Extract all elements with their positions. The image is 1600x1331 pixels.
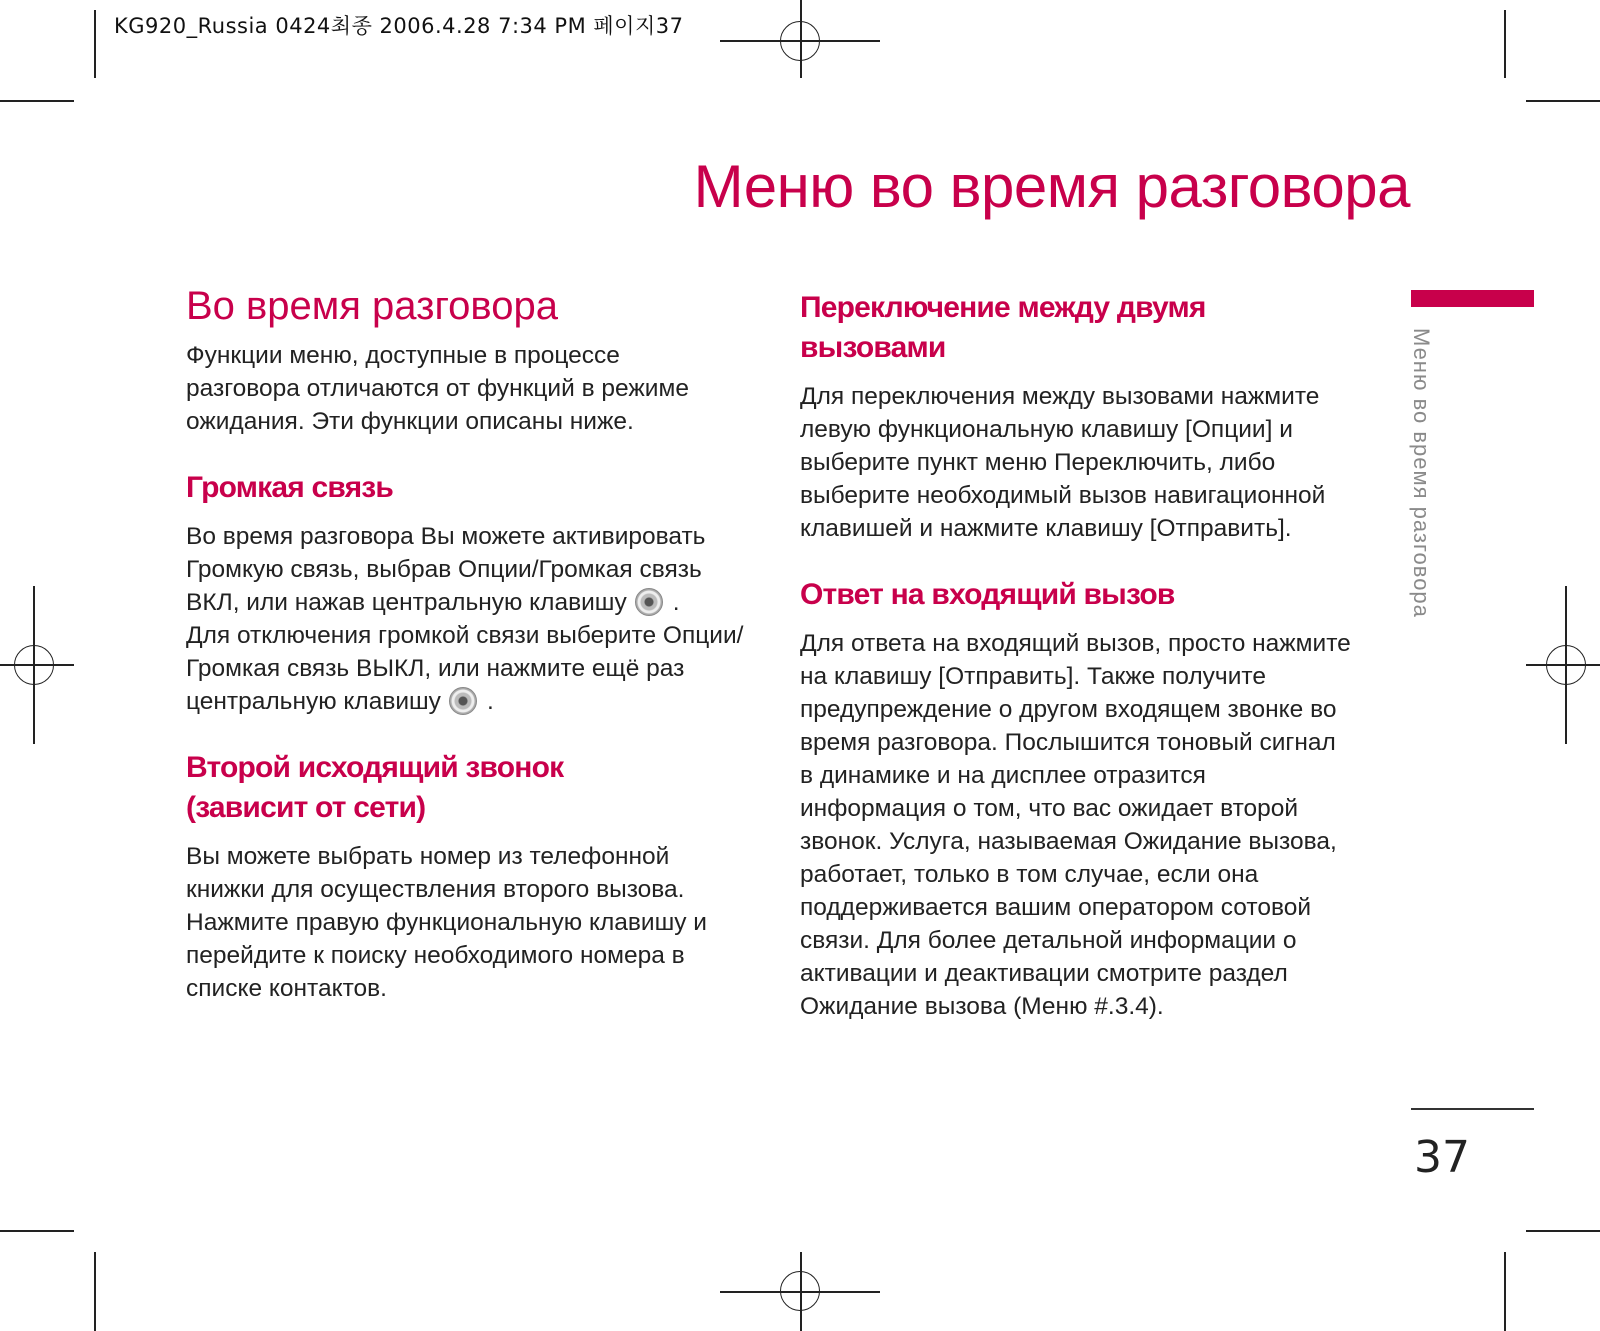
intro-heading: Во время разговора xyxy=(186,284,558,328)
answer-call-text: Для ответа на входящий вызов, просто нажмите на клавишу [Отправить]. Также получите предупреждение о другом входящем звонке во время разговора. Послышится тоновый сигнал в динамике и на дисплее отразится информация о том, что вас ожидает второй звонок. Услуга, называемая Ожидание вызова, работает, только в том случае, если она поддерживается вашим оператором сотовой связи. Для более детальной информации о активации и деактивации смотрите раздел Ожидание вызова (Меню #.3.4). xyxy=(800,630,1351,1020)
page-title: Меню во время разговора xyxy=(693,153,1410,220)
speaker-heading: Громкая связь xyxy=(186,471,394,504)
switch-calls-heading-line1: Переключение между двумя xyxy=(800,291,1206,324)
speaker-text-part1: Во время разговора Вы можете активировать Громкую связь, выбрав Опции/Громкая связь ВКЛ, или нажав центральную клавишу xyxy=(186,523,706,616)
side-tab-text: Меню во время разговора xyxy=(1409,328,1434,618)
center-key-icon xyxy=(635,588,663,616)
page-number: 37 xyxy=(1414,1132,1470,1183)
side-tab-bar xyxy=(1411,290,1534,307)
center-key-icon xyxy=(449,687,477,715)
second-call-heading-line1: Второй исходящий звонок xyxy=(186,751,564,784)
second-call-heading-line2: (зависит от сети) xyxy=(186,791,426,824)
switch-calls-text: Для переключения между вызовами нажмите левую функциональную клавишу [Опции] и выберите пункт меню Переключить, либо выберите необходимый вызов навигационной клавишей и нажмите клавишу [Отправить]. xyxy=(800,383,1326,542)
switch-calls-heading xyxy=(800,288,1360,368)
switch-calls-heading-line2: вызовами xyxy=(800,331,946,364)
speaker-text-part2-end: . xyxy=(486,688,494,715)
speaker-text xyxy=(186,520,746,718)
footer-rule xyxy=(1411,1108,1534,1110)
second-call-text: Вы можете выбрать номер из телефонной книжки для осуществления второго вызова. Нажмите правую функциональную клавишу и перейдите к поиску необходимого номера в списке контактов. xyxy=(186,843,707,1002)
print-header: KG920_Russia 0424최종 2006.4.28 7:34 PM 페이지37 xyxy=(114,14,684,38)
speaker-text-part1-end: . xyxy=(672,589,680,616)
second-call-heading xyxy=(186,748,746,828)
left-column xyxy=(186,284,746,1005)
right-column xyxy=(800,288,1360,1023)
speaker-text-part2: Для отключения громкой связи выберите Опции/Громкая связь ВЫКЛ, или нажмите ещё раз центральную клавишу xyxy=(186,622,744,715)
intro-text: Функции меню, доступные в процессе разговора отличаются от функций в режиме ожидания. Эти функции описаны ниже. xyxy=(186,342,689,435)
answer-call-heading: Ответ на входящий вызов xyxy=(800,578,1175,611)
